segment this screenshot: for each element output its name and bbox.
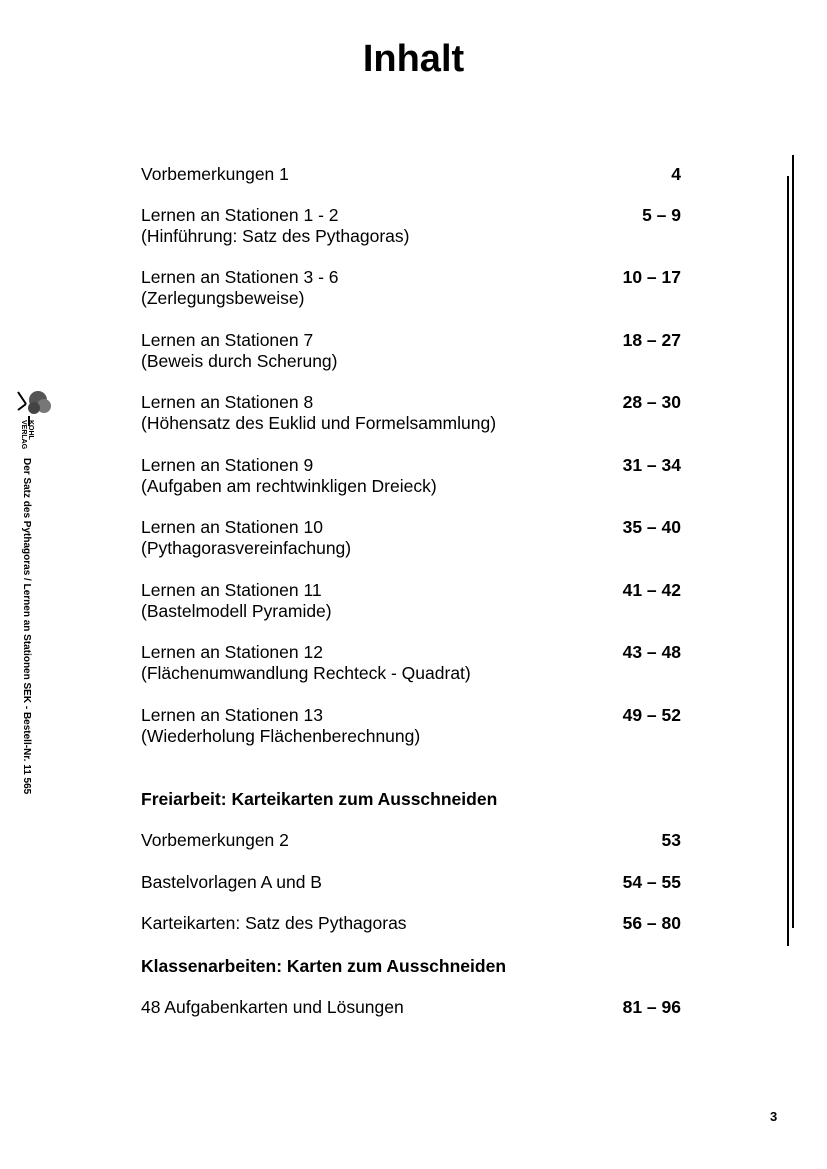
toc-entry-subtitle: (Wiederholung Flächenberechnung)	[141, 726, 421, 746]
toc-entry-title: Lernen an Stationen 11	[141, 580, 322, 600]
toc-entry-subtitle: (Bastelmodell Pyramide)	[141, 601, 332, 621]
toc-entry-pages: 4	[671, 164, 681, 184]
toc-entry	[141, 330, 681, 372]
toc-entry-subtitle: (Hinführung: Satz des Pythagoras)	[141, 226, 410, 246]
toc-entry-pages: 28 – 30	[622, 392, 681, 412]
toc-entry-pages: 49 – 52	[622, 705, 681, 725]
toc-entry-pages: 41 – 42	[622, 580, 681, 600]
toc-entry	[141, 642, 681, 684]
toc-entry-title: Lernen an Stationen 1 - 2	[141, 205, 339, 225]
toc-entry-pages: 35 – 40	[622, 517, 681, 537]
toc-entry-pages: 31 – 34	[622, 455, 681, 475]
page-title: Inhalt	[362, 38, 465, 80]
toc-entry	[141, 705, 681, 747]
toc-entry-pages: 18 – 27	[622, 330, 681, 350]
toc-entry	[141, 267, 681, 309]
toc-entry-title: 48 Aufgabenkarten und Lösungen	[141, 997, 404, 1017]
toc-entry-title: Karteikarten: Satz des Pythagoras	[141, 913, 407, 933]
margin-line	[787, 176, 789, 946]
toc-entry-title: Lernen an Stationen 12	[141, 642, 323, 662]
toc-entry-title: Vorbemerkungen 2	[141, 830, 289, 850]
toc-entry-subtitle: (Pythagorasvereinfachung)	[141, 538, 352, 558]
logo-text: KOHL VERLAG	[20, 420, 34, 450]
toc-entry	[141, 997, 681, 1018]
toc-entry-title: Vorbemerkungen 1	[141, 164, 289, 184]
toc-entry-title: Bastelvorlagen A und B	[141, 872, 322, 892]
toc-entry-title: Lernen an Stationen 13	[141, 705, 323, 725]
toc-entry	[141, 392, 681, 434]
publisher-logo	[14, 388, 54, 454]
section-heading	[141, 956, 681, 977]
toc-entry	[141, 580, 681, 622]
toc-entry	[141, 164, 681, 185]
toc-entry-title: Lernen an Stationen 3 - 6	[141, 267, 339, 287]
toc-entry	[141, 830, 681, 851]
toc-entry-pages: 81 – 96	[622, 997, 681, 1017]
toc-entry-title: Lernen an Stationen 8	[141, 392, 314, 412]
toc-entry-subtitle: (Höhensatz des Euklid und Formelsammlung)	[141, 413, 497, 433]
toc-entry-subtitle: (Flächenumwandlung Rechteck - Quadrat)	[141, 663, 471, 683]
toc-entry	[141, 455, 681, 497]
toc-entry-title: Lernen an Stationen 9	[141, 455, 314, 475]
toc-entry	[141, 872, 681, 893]
toc-entry	[141, 913, 681, 934]
section-heading-text: Freiarbeit: Karteikarten zum Ausschneiden	[141, 789, 498, 809]
section-heading	[141, 789, 681, 810]
toc-entry-pages: 53	[661, 830, 681, 850]
toc-entry	[141, 205, 681, 247]
page-number: 3	[770, 1109, 778, 1124]
section-heading-text: Klassenarbeiten: Karten zum Ausschneiden	[141, 956, 507, 976]
toc-entry-pages: 54 – 55	[622, 872, 681, 892]
toc-entry-title: Lernen an Stationen 7	[141, 330, 314, 350]
toc-entry-pages: 56 – 80	[622, 913, 681, 933]
toc-entry-pages: 43 – 48	[622, 642, 681, 662]
toc-entry-subtitle: (Aufgaben am rechtwinkligen Dreieck)	[141, 476, 437, 496]
toc-entry-pages: 5 – 9	[642, 205, 681, 225]
toc-entry	[141, 517, 681, 559]
publication-sidebar-text: Der Satz des Pythagoras / Lernen an Stationen SEK - Bestell-Nr. 11 565	[21, 458, 32, 795]
toc-entry-subtitle: (Zerlegungsbeweise)	[141, 288, 305, 308]
toc-entry-pages: 10 – 17	[622, 267, 681, 287]
margin-line	[792, 155, 794, 928]
toc-entry-subtitle: (Beweis durch Scherung)	[141, 351, 338, 371]
toc-entry-title: Lernen an Stationen 10	[141, 517, 323, 537]
